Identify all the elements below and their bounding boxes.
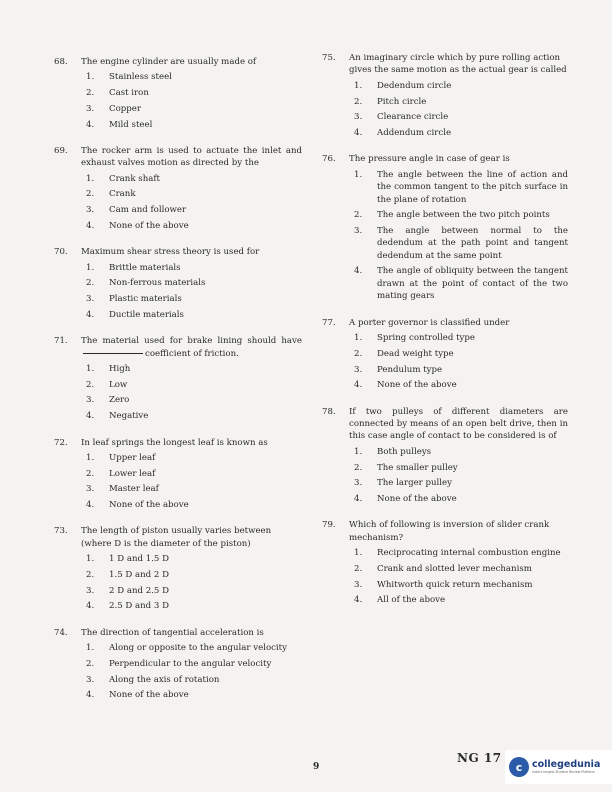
graduate-cap-icon: c <box>509 757 529 777</box>
option: 3. The angle between normal to the dedendum at the path point and tangent dedendum at the same point <box>354 225 568 261</box>
option: 1. Stainless steel <box>86 72 172 83</box>
option: 1. Spring controlled type <box>354 333 475 344</box>
watermark-brand: collegedunia <box>532 759 601 770</box>
question-stem: A porter governor is classified under <box>349 317 510 328</box>
option: 1. Reciprocating internal combustion engine <box>354 548 561 559</box>
option: 3. Plastic materials <box>86 294 182 305</box>
option: 1. Upper leaf <box>86 452 156 463</box>
option: 2. Crank <box>86 189 136 200</box>
option: 3. Zero <box>86 395 130 406</box>
option: 2. Lower leaf <box>86 468 156 479</box>
question-number: 77. <box>322 317 336 328</box>
question-69 <box>54 145 302 232</box>
option: 4. All of the above <box>354 595 446 606</box>
question-stem: The engine cylinder are usually made of <box>81 57 257 67</box>
question-78 <box>322 406 568 506</box>
option: 4. None of the above <box>86 500 189 511</box>
question-number: 79. <box>322 520 336 531</box>
question-stem: The direction of tangential acceleration is <box>81 627 264 638</box>
options <box>81 262 302 322</box>
option: 2. Dead weight type <box>354 348 454 359</box>
options <box>81 363 302 423</box>
options <box>349 332 568 392</box>
option: 1. Dedendum circle <box>354 80 452 91</box>
question-72 <box>54 437 302 512</box>
option: 4. Negative <box>86 411 149 422</box>
question-76 <box>322 153 568 302</box>
question-number: 73. <box>54 526 68 537</box>
options <box>81 642 302 702</box>
options <box>349 80 568 140</box>
options <box>349 547 568 607</box>
option: 1. Crank shaft <box>86 173 160 184</box>
options <box>81 452 302 512</box>
question-number: 74. <box>54 627 68 638</box>
watermark-tagline: India's largest Student Review Platform <box>532 770 595 774</box>
question-stem: Maximum shear stress theory is used for <box>81 247 260 258</box>
option: 1. Both pulleys <box>354 446 432 457</box>
question-stem: The material used for brake lining should havecoefficient of friction. <box>81 336 302 359</box>
question-stem: Which of following is inversion of slider crank mechanism? <box>349 520 550 543</box>
option: 3. Along the axis of rotation <box>86 674 220 685</box>
question-number: 72. <box>54 437 68 448</box>
option: 1. High <box>86 363 131 374</box>
question-stem: The rocker arm is used to actuate the inlet and exhaust valves motion as directed by the <box>81 145 302 169</box>
option: 3. Copper <box>86 103 141 114</box>
option: 3. Clearance circle <box>354 112 449 123</box>
option: 3. Cam and follower <box>86 205 187 216</box>
option: 4. Mild steel <box>86 119 153 130</box>
option: 3. Pendulum type <box>354 364 443 375</box>
question-71 <box>54 335 302 422</box>
question-number: 69. <box>54 145 68 156</box>
question-stem: If two pulleys of different diameters are connected by means of an open belt drive, then in this case angle of contact to be considered is of <box>349 406 568 442</box>
question-79 <box>322 519 568 606</box>
question-74 <box>54 627 302 702</box>
option: 3. The larger pulley <box>354 478 452 489</box>
question-number: 78. <box>322 406 336 417</box>
option: 4. 2.5 D and 3 D <box>86 601 170 612</box>
question-stem: An imaginary circle which by pure rolling action gives the same motion as the actual gear is called <box>349 53 567 76</box>
question-stem: The length of piston usually varies between (where D is the diameter of the piston) <box>81 526 272 549</box>
option: 3. Master leaf <box>86 484 159 495</box>
booklet-code: NG 17 <box>457 751 502 765</box>
option: 2. Crank and slotted lever mechanism <box>354 563 532 574</box>
option: 1. Brittle materials <box>86 262 181 273</box>
options <box>81 553 302 613</box>
question-number: 76. <box>322 154 336 165</box>
question-stem: In leaf springs the longest leaf is known as <box>81 437 268 448</box>
option: 2. Low <box>86 379 128 390</box>
option: 2. Perpendicular to the angular velocity <box>86 658 272 669</box>
question-stem: The pressure angle in case of gear is <box>349 154 510 165</box>
option: 4. Addendum circle <box>354 127 452 138</box>
option: 2. Pitch circle <box>354 96 427 107</box>
question-number: 71. <box>54 336 68 347</box>
option: 4. None of the above <box>354 493 457 504</box>
question-73 <box>54 525 302 612</box>
option: 4. The angle of obliquity between the tangent drawn at the point of contact of the two mating gears <box>354 266 568 302</box>
option: 3. Whitworth quick return mechanism <box>354 579 533 590</box>
option: 1. Along or opposite to the angular velocity <box>86 643 287 654</box>
question-number: 68. <box>54 57 68 67</box>
option: 2. 1.5 D and 2 D <box>86 569 170 580</box>
question-number: 75. <box>322 53 336 63</box>
options <box>349 446 568 506</box>
option: 4. None of the above <box>86 220 189 231</box>
option: 2. Non-ferrous materials <box>86 278 206 289</box>
question-75 <box>322 52 568 139</box>
options <box>81 173 302 233</box>
option: 3. 2 D and 2.5 D <box>86 585 170 596</box>
question-68 <box>54 56 302 131</box>
option: 1. 1 D and 1.5 D <box>86 554 170 565</box>
options <box>349 169 568 303</box>
watermark-logo <box>505 750 612 784</box>
option: 1. The angle between the line of action and the common tangent to the pitch surface in the plane of rotation <box>354 169 568 205</box>
option: 4. Ductile materials <box>86 309 184 320</box>
question-77 <box>322 317 568 392</box>
question-70 <box>54 246 302 321</box>
option: 4. None of the above <box>354 380 457 391</box>
option: 4. None of the above <box>86 690 189 701</box>
options <box>81 71 302 131</box>
page-number: 9 <box>313 762 320 772</box>
left-column <box>54 56 302 705</box>
question-number: 70. <box>54 247 68 258</box>
right-column <box>322 52 568 610</box>
option: 2. The angle between the two pitch points <box>354 210 550 221</box>
blank-line <box>83 353 143 354</box>
option: 2. The smaller pulley <box>354 462 458 473</box>
option: 2. Cast iron <box>86 88 149 99</box>
